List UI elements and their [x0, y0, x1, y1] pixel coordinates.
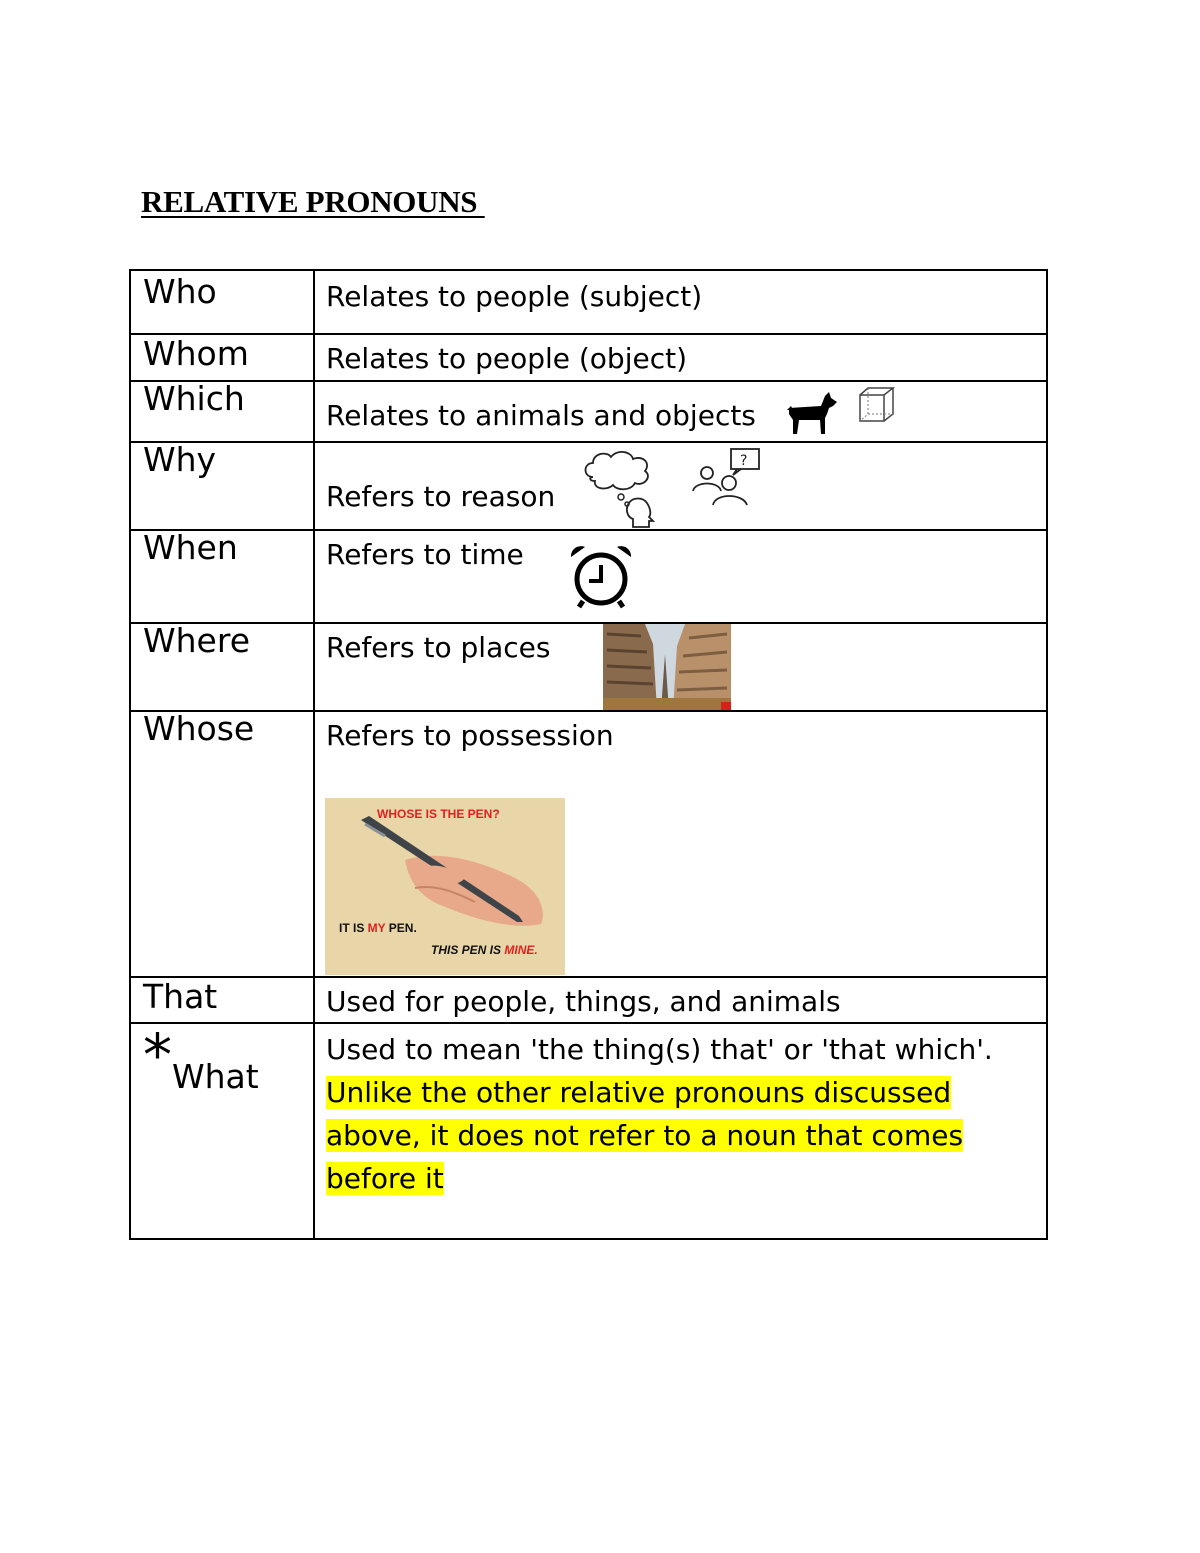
term-cell: Which: [130, 381, 314, 442]
description-cell: [314, 381, 1047, 442]
term-cell: Why: [130, 442, 314, 530]
description-text: Relates to animals and objects: [326, 398, 756, 432]
description-cell: [314, 270, 1047, 334]
cube-icon: [857, 386, 897, 424]
term-cell: Whose: [130, 711, 314, 977]
highlighted-note-line: [326, 1071, 1046, 1114]
thought-cloud-head-icon: [581, 449, 663, 529]
answer-1-prefix: IT IS: [339, 920, 368, 935]
whose-pen-image: [325, 798, 565, 975]
alarm-clock-icon: [567, 543, 635, 611]
description-cell: [314, 442, 1047, 530]
answer-1-suffix: PEN.: [385, 920, 417, 935]
description-text: Refers to places: [326, 630, 551, 664]
description-cell: [314, 977, 1047, 1024]
highlighted-note-line: [326, 1157, 1046, 1200]
page-title: RELATIVE PRONOUNS: [141, 184, 485, 219]
description-cell: [314, 711, 1047, 977]
city-street-photo: [603, 624, 731, 710]
goat-icon: [785, 390, 839, 436]
pen-question-text: WHOSE IS THE PEN?: [377, 806, 500, 821]
table-row: [130, 442, 1047, 530]
relative-pronouns-table: [129, 269, 1048, 1240]
term-cell: When: [130, 530, 314, 623]
svg-text:?: ?: [740, 452, 748, 469]
table-row: [130, 623, 1047, 711]
pen-answer-2: [431, 942, 538, 959]
term-cell: Where: [130, 623, 314, 711]
table-row: [130, 270, 1047, 334]
answer-2-highlight: MINE.: [504, 942, 538, 957]
table-row: [130, 711, 1047, 977]
pen-answer-1: [339, 920, 417, 937]
table-row: [130, 977, 1047, 1024]
description-cell: [314, 623, 1047, 711]
term-text: What: [172, 1057, 259, 1097]
term-cell: Whom: [130, 334, 314, 381]
people-question-icon: [687, 447, 765, 511]
answer-2-prefix: THIS PEN IS: [431, 942, 505, 957]
note-line-1: Unlike the other relative pronouns discussed: [326, 1076, 952, 1110]
term-cell: That: [130, 977, 314, 1024]
description-cell: [314, 1023, 1047, 1239]
answer-1-highlight: MY: [367, 920, 386, 935]
table-row: [130, 334, 1047, 381]
description-text: Used for people, things, and animals: [326, 984, 841, 1018]
description-cell: [314, 334, 1047, 381]
highlighted-note-line: [326, 1114, 1046, 1157]
description-text: Relates to people (object): [326, 342, 688, 375]
term-cell: [130, 1023, 314, 1239]
table-row: [130, 530, 1047, 623]
description-text: Refers to reason: [326, 479, 556, 513]
note-line-3: before it: [326, 1162, 444, 1196]
table-row: [130, 1023, 1047, 1239]
description-text: Relates to people (subject): [326, 280, 703, 313]
description-text: Refers to possession: [326, 718, 614, 752]
description-text: Used to mean 'the thing(s) that' or 'that which'.: [326, 1033, 993, 1067]
table-row: [130, 381, 1047, 442]
description-text: Refers to time: [326, 537, 524, 571]
term-cell: Who: [130, 270, 314, 334]
note-line-2: above, it does not refer to a noun that comes: [326, 1119, 964, 1153]
description-cell: [314, 530, 1047, 623]
asterisk-marker: *: [143, 1021, 172, 1090]
